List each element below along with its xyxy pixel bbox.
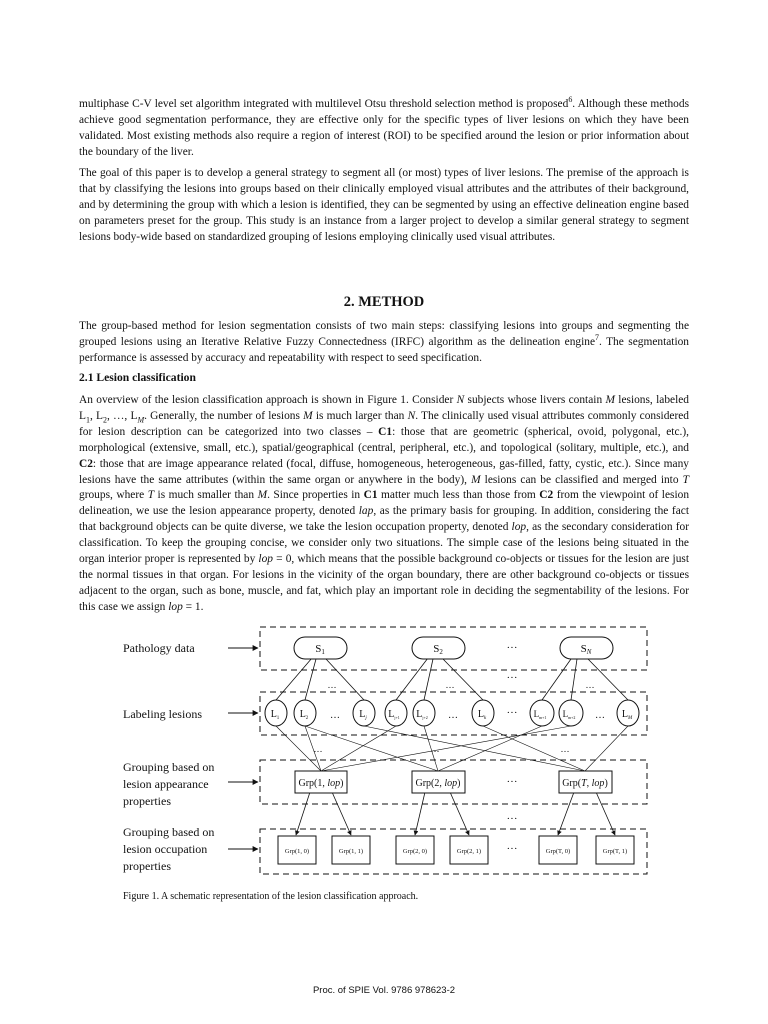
svg-text:Grp(T, 1): Grp(T, 1)	[602, 848, 628, 855]
subject-node-2	[412, 637, 465, 659]
subsection-heading: 2.1 Lesion classification	[79, 371, 196, 384]
row-label-pathology: Pathology data	[123, 641, 195, 655]
svg-text:Grp(T, lop): Grp(T, lop)	[562, 778, 608, 789]
section-heading: 2. METHOD	[343, 294, 425, 310]
svg-text:Grp(1, 1): Grp(1, 1)	[338, 848, 364, 855]
subject-lesion-edges	[276, 658, 628, 700]
group-lop-1-1	[332, 836, 370, 864]
figure-caption: Figure 1. A schematic representation of the lesion classification approach.	[123, 891, 419, 902]
group-lop-1-0	[278, 836, 316, 864]
svg-text:Lm+2: $L_{m+2}$	[562, 709, 576, 720]
paragraph-2: The goal of this paper is to develop a general strategy to segment all (or most) types of liver lesions. The premise of the approach is that by classifying the lesions into groups based on their clinically employed visual attributes and the attributes of their background, and by determining the group with which a lesion is identified, they can be segmented by using an effective delineation engine based on parameters preset for the group. This study is an instance from a larger project to develop a similar general strategy to segment lesions body-wide based on standardized grouping of lesions employing clinically used visual attributes.	[79, 167, 689, 243]
svg-text:Grp(1, 0): Grp(1, 0)	[284, 848, 310, 855]
lesion-node	[353, 700, 375, 726]
edge-ellipsis: …	[560, 744, 570, 754]
svg-text:L1: $L_1$	[270, 709, 280, 721]
svg-text:S2: S2	[433, 643, 443, 656]
row-label-occupation-1: Grouping based on	[123, 825, 215, 839]
svg-text:Grp(2, 1): Grp(2, 1)	[456, 848, 482, 855]
svg-text:S1: S1	[315, 643, 325, 656]
svg-text:Lm+1: $L_{m+1}$	[533, 709, 547, 720]
lesion-node	[559, 700, 583, 726]
group-lop-2-0	[396, 836, 434, 864]
lesion-group-edges	[276, 726, 628, 771]
lesion-ellipsis: …	[595, 710, 605, 721]
svg-text:Lk: $L_k$	[477, 709, 487, 721]
subject-node-1	[294, 637, 347, 659]
lesion-node	[265, 700, 287, 726]
svg-text:Grp(2, 0): Grp(2, 0)	[402, 848, 428, 855]
svg-text:SN: SN	[580, 643, 592, 656]
edge-ellipsis: …	[313, 744, 323, 754]
page-footer: Proc. of SPIE Vol. 9786 978623-2	[312, 985, 456, 996]
svg-text:Lj+1: $L_{j+1}$	[388, 709, 400, 720]
row-label-occupation-2: lesion occupation	[123, 842, 208, 856]
edge-ellipsis: …	[327, 680, 337, 690]
group-lop-2-1	[450, 836, 488, 864]
edge-ellipsis: …	[585, 680, 595, 690]
row-label-labeling: Labeling lesions	[123, 707, 202, 721]
subject-ellipsis: ···	[506, 642, 518, 654]
group-lop-t-0	[539, 836, 577, 864]
row-dots: ···	[506, 813, 518, 825]
svg-text:Lj: $L_j$	[359, 709, 367, 721]
svg-text:Grp(2, lop): Grp(2, lop)	[415, 778, 461, 789]
group-lap-2	[412, 771, 465, 793]
edge-ellipsis: …	[430, 744, 440, 754]
paragraph-1: multiphase C-V level set algorithm integrated with multilevel Otsu threshold selection method is proposed$^6$. Although these methods achieve good segmentation performance, they are effective only for the specific types of liver lesions on which they have been validated. Most existing methods also require a region of interest (ROI) to be specified around the lesion or prior information about the boundary of the liver.	[79, 95, 689, 158]
lesion-node	[617, 700, 639, 726]
subject-node-n	[560, 637, 613, 659]
row-label-appearance-1: Grouping based on	[123, 760, 215, 774]
svg-text:Grp(1, lop): Grp(1, lop)	[298, 778, 344, 789]
row-label-appearance-2: lesion appearance	[123, 777, 209, 791]
lesion-ellipsis: …	[330, 710, 340, 721]
paragraph-3: The group-based method for lesion segmentation consists of two main steps: classifying lesions into groups and segmenting the grouped lesions using an Iterative Relative Fuzzy Connectedness (IRFC) algorithm as the delineation engine$^7$. The segmentation performance is assessed by accuracy and repeatability with respect to seed specification.	[79, 320, 690, 364]
subgroup-dots: ···	[506, 843, 518, 855]
row-label-occupation-3: properties	[123, 859, 171, 873]
row-label-appearance-3: properties	[123, 794, 171, 808]
lesion-ellipsis: …	[448, 710, 458, 721]
svg-text:Grp(T, 0): Grp(T, 0)	[545, 848, 571, 855]
group-lap-t	[559, 771, 612, 793]
lesion-node	[472, 700, 494, 726]
lesion-node	[385, 700, 407, 726]
lesion-node	[530, 700, 554, 726]
group-lop-t-1	[596, 836, 634, 864]
group-lap-1	[295, 771, 347, 793]
svg-text:LM: $L_M$	[621, 709, 633, 721]
lesion-dots: ···	[506, 707, 518, 719]
lesion-node	[413, 700, 435, 726]
svg-text:L2: $L_2$	[299, 709, 309, 721]
paragraph-4: An overview of the lesion classification approach is shown in Figure 1. Consider N subjects whose livers contain M lesions, labeled $L_1$, $L_2$, …, $L_M$. Generally, the number of lesions M is much larger than N. The clinically used visual attributes commonly considered for lesion description can be categorized into two classes – C1: those that are geometric (spherical, ovoid, polygonal, etc.), morphological (extensive, small, etc.), spatial/geographical (central, peripheral, etc.), and topological (solitary, multiple, etc.), and C2: those that are image appearance related (focal, diffuse, homogeneous, heterogeneous, gas-filled, fatty, cystic, etc.). Since many lesions have the same attributes (within the same organ or anywhere in the body), M lesions can be classified and merged into T groups, where T is much smaller than M. Since properties in C1 matter much less than those from C2 from the viewpoint of lesion delineation, we use the lesion appearance property, denoted lap, as the primary basis for grouping. In addition, considering the fact that background objects can be quite diverse, we take the lesion occupation property, denoted lop, as the secondary consideration for classification. To keep the grouping concise, we consider only two situations. The simple case of the lesions being situated in the organ interior proper is represented by lop = 0, which means that the possible background co-objects or tissues for the lesion are just the normal tissues in that organ. For lesions in the vicinity of the organ boundary, there are other background co-objects or tissues adjacent to the organ, such as bone, muscle, and fat, which play an important role in deciding the segmentability of the lesions. For this case we assign lop = 1.	[79, 394, 690, 613]
row-ellipsis: ···	[506, 672, 518, 684]
svg-text:Lj+2: $L_{j+2}$	[416, 709, 428, 720]
figure-1-diagram	[110, 622, 660, 882]
group-dots: ···	[506, 776, 518, 788]
lesion-node	[294, 700, 316, 726]
edge-ellipsis: …	[445, 680, 455, 690]
